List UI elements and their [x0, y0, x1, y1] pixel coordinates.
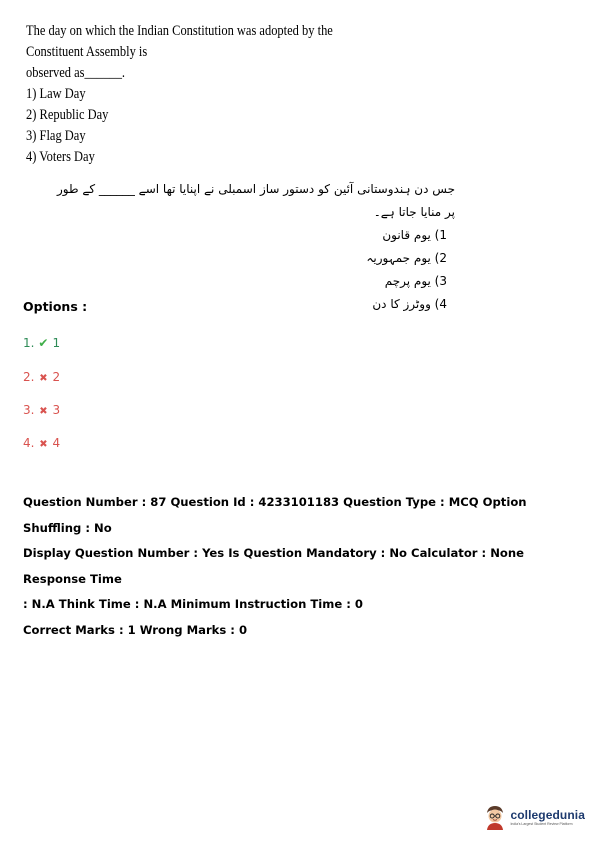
cross-icon: ✖	[39, 439, 48, 450]
options-heading: Options :	[23, 299, 88, 314]
answer-option-4	[23, 436, 60, 450]
collegedunia-logo	[484, 804, 585, 830]
urdu-option-4: 4) ووٹرز کا دن	[372, 297, 447, 311]
answer-option-number: 2.	[23, 370, 35, 384]
answer-option-number: 3.	[23, 403, 35, 417]
answer-option-3	[23, 403, 60, 417]
check-icon: ✔	[38, 336, 49, 350]
cross-icon: ✖	[39, 373, 48, 384]
urdu-option-1: 1) یوم قانون	[382, 228, 447, 242]
question-option-2: 2) Republic Day	[26, 107, 109, 123]
urdu-question-stem: جس دن ہندوستانی آئین کو دستور ساز اسمبلی نے اپنایا تھا اسے ______ کے طور پر منایا جاتا ہے۔	[56, 182, 455, 219]
answer-option-label: 2	[52, 370, 61, 384]
urdu-option-2: 2) یوم جمہوریہ	[366, 251, 447, 265]
student-avatar-icon	[484, 804, 506, 830]
question-urdu	[55, 178, 455, 316]
answer-option-label: 4	[52, 436, 61, 450]
answer-option-number: 4.	[23, 436, 35, 450]
metadata-line-1: Question Number : 87 Question Id : 4233101183 Question Type : MCQ Option Shuffling : No	[23, 495, 527, 535]
answer-option-1	[23, 336, 60, 350]
metadata-line-3: : N.A Think Time : N.A Minimum Instruction Time : 0	[23, 597, 363, 611]
question-option-3: 3) Flag Day	[26, 128, 86, 144]
question-stem-line2: observed as______.	[26, 65, 126, 81]
question-english	[26, 21, 370, 168]
question-stem-line1: The day on which the Indian Constitution was adopted by the Constituent Assembly is	[26, 23, 333, 60]
answer-option-label: 3	[52, 403, 61, 417]
answer-option-2	[23, 370, 60, 384]
urdu-option-3: 3) یوم پرچم	[384, 274, 447, 288]
answer-option-number: 1.	[23, 336, 35, 350]
logo-tagline: India's Largest Student Review Platform	[510, 822, 573, 826]
logo-name: collegedunia	[510, 808, 585, 822]
question-option-4: 4) Voters Day	[26, 149, 95, 165]
question-metadata	[23, 490, 583, 643]
question-option-1: 1) Law Day	[26, 86, 86, 102]
metadata-line-2: Display Question Number : Yes Is Question Mandatory : No Calculator : None Response Time	[23, 546, 525, 586]
metadata-line-4: Correct Marks : 1 Wrong Marks : 0	[23, 622, 248, 637]
answer-option-label: 1	[52, 336, 61, 350]
cross-icon: ✖	[39, 406, 48, 417]
